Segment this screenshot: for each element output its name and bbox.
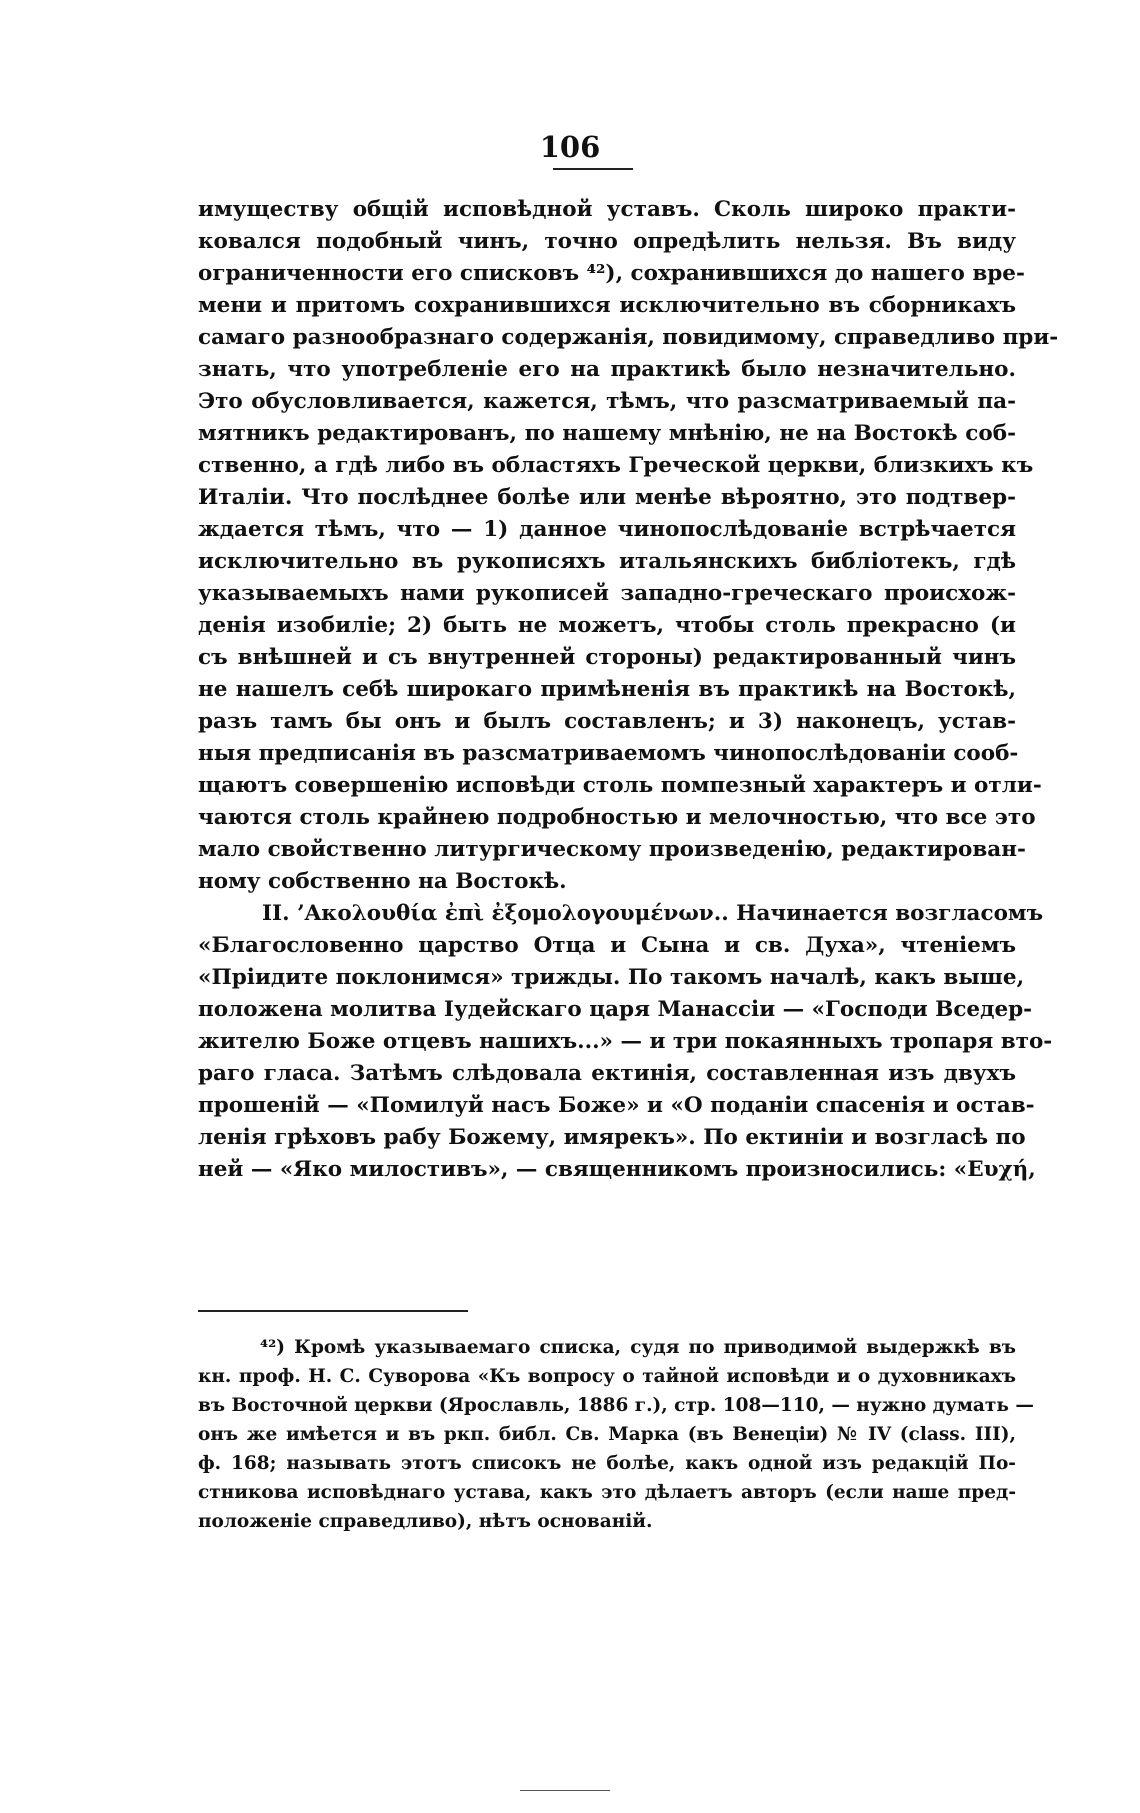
footnote-line: ⁴²) Кромѣ указываемаго списка, судя по приводимой выдержкѣ въ: [260, 1337, 1016, 1358]
text-line: жителю Боже отцевъ нашихъ...» — и три покаянныхъ тропаря вто-: [198, 1029, 1053, 1054]
text-line: денія изобиліе; 2) быть не можетъ, чтобы столь прекрасно (и: [198, 613, 1016, 638]
text-line: ней — «Яко милостивъ», — священникомъ произносились: «Ευχή,: [198, 1157, 1036, 1182]
text-line: ныя предписанія въ разсматриваемомъ чинопослѣдованіи сооб-: [198, 741, 1019, 766]
footnote-line: въ Восточной церкви (Ярославль, 1886 г.), стр. 108—110, — нужно думать —: [198, 1395, 1034, 1416]
text-line: мятникъ редактированъ, по нашему мнѣнію, не на Востокѣ соб-: [198, 421, 1016, 446]
text-line: мало свойственно литургическому произведенію, редактирован-: [198, 837, 1026, 862]
text-line: ковался подобный чинъ, точно опредѣлить нельзя. Въ виду: [198, 229, 1016, 254]
page-number-rule: [553, 168, 633, 170]
text-line: имуществу общій исповѣдной уставъ. Сколь широко практи-: [198, 197, 1016, 222]
text-line: Это обусловливается, кажется, тѣмъ, что разсматриваемый па-: [198, 389, 1016, 414]
footnote: [198, 1333, 1034, 1536]
text-line: положена молитва Іудейскаго царя Манассіи — «Господи Вседер-: [198, 997, 1033, 1022]
text-line: раго гласа. Затѣмъ слѣдовала ектинія, составленная изъ двухъ: [198, 1061, 1016, 1086]
text-line: разъ тамъ бы онъ и былъ составленъ; и 3) наконецъ, устав-: [198, 709, 1016, 734]
text-line: не нашелъ себѣ широкаго примѣненія въ практикѣ на Востокѣ,: [198, 677, 1016, 702]
text-line-section-heading: II. ’Ακολουθία ἐπὶ ἐξομολογουμένων.. Начинается возгласомъ: [262, 901, 1044, 926]
text-line: ограниченности его списковъ ⁴²), сохранившихся до нашего вре-: [198, 261, 1025, 286]
text-line: самаго разнообразнаго содержанія, повидимому, справедливо при-: [198, 325, 1059, 350]
text-line: знать, что употребленіе его на практикѣ было незначительно.: [198, 357, 1016, 382]
text-line: съ внѣшней и съ внутренней стороны) редактированный чинъ: [198, 645, 1016, 670]
footnote-line: кн. проф. Н. С. Суворова «Къ вопросу о тайной исповѣди и о духовникахъ: [198, 1366, 1016, 1387]
text-line: мени и притомъ сохранившихся исключительно въ сборникахъ: [198, 293, 1016, 318]
text-line: щаютъ совершенію исповѣди столь помпезный характеръ и отли-: [198, 773, 1042, 798]
footnote-line: стникова исповѣднаго устава, какъ это дѣлаетъ авторъ (если наше пред-: [198, 1482, 1016, 1503]
text-line: Италіи. Что послѣднее болѣе или менѣе вѣроятно, это подтвер-: [198, 485, 1016, 510]
text-line: «Благословенно царство Отца и Сына и св. Духа», чтеніемъ: [198, 933, 1016, 958]
page-number: 106: [539, 130, 601, 164]
text-line: указываемыхъ нами рукописей западно-греческаго происхож-: [198, 581, 1016, 606]
bottom-rule: [520, 1790, 610, 1791]
text-line: ному собственно на Востокѣ.: [198, 869, 567, 894]
main-text: [198, 194, 1059, 1186]
footnote-line: онъ же имѣется и въ ркп. библ. Св. Марка (въ Венеціи) № IV (class. III),: [198, 1424, 1016, 1445]
text-line: ждается тѣмъ, что — 1) данное чинопослѣдованіе встрѣчается: [198, 517, 1016, 542]
footnote-line: положеніе справедливо), нѣтъ основаній.: [198, 1511, 653, 1532]
text-line: «Пріидите поклонимся» трижды. По такомъ началѣ, какъ выше,: [198, 965, 1025, 990]
footnote-line: ф. 168; называть этотъ списокъ не болѣе, какъ одной изъ редакцій По-: [198, 1453, 1016, 1474]
text-line: чаются столь крайнею подробностью и мелочностью, что все это: [198, 805, 1036, 830]
text-line: исключительно въ рукописяхъ итальянскихъ библіотекъ, гдѣ: [198, 549, 1016, 574]
text-line: ленія грѣховъ рабу Божему, имярекъ». По ектиніи и возгласѣ по: [198, 1125, 1026, 1150]
text-line: прошеній — «Помилуй насъ Боже» и «О поданіи спасенія и остав-: [198, 1093, 1035, 1118]
footnote-separator: [198, 1310, 468, 1312]
text-line: ственно, а гдѣ либо въ областяхъ Греческой церкви, близкихъ къ: [198, 453, 1034, 478]
